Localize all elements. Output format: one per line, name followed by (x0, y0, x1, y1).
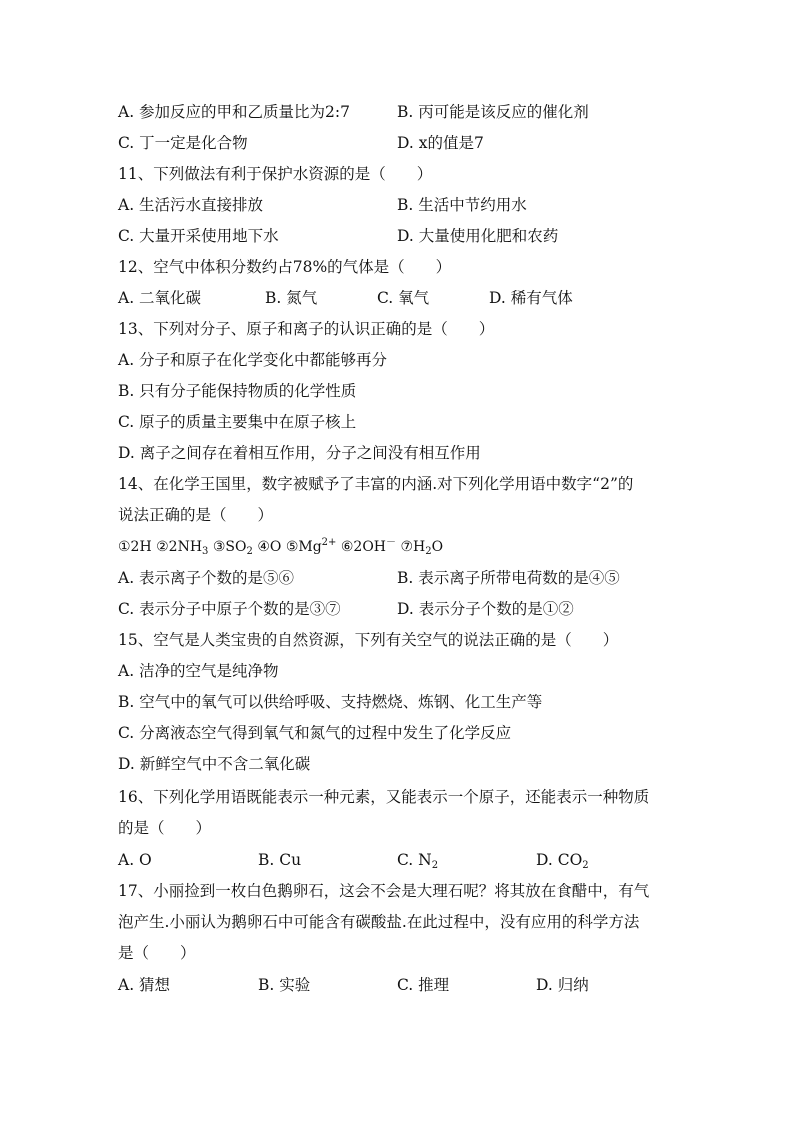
q14-formula-6: ⑥2OH－ (340, 537, 397, 555)
q16-stem-line1: 16、下列化学用语既能表示一种元素，又能表示一个原子，还能表示一种物质 (118, 788, 650, 806)
q10-option-a: A. 参加反应的甲和乙质量比为2:7 (118, 103, 350, 121)
q14-option-d: D. 表示分子个数的是①② (397, 600, 574, 618)
q14-option-c: C. 表示分子中原子个数的是③⑦ (118, 600, 341, 618)
q14-stem-line1: 14、在化学王国里，数字被赋予了丰富的内涵.对下列化学用语中数字“2”的 (118, 475, 634, 493)
q12-stem: 12、空气中体积分数约占78%的气体是（ ） (118, 258, 452, 276)
q11-option-c: C. 大量开采使用地下水 (118, 227, 279, 245)
q17-option-d: D. 归纳 (536, 976, 589, 994)
q14-formula-1: ①2H (118, 539, 152, 555)
q12-option-c: C. 氧气 (377, 289, 430, 307)
q14-option-b: B. 表示离子所带电荷数的是④⑤ (397, 569, 620, 587)
q14-formula-5: $⑤Mg^{2+}$ (285, 537, 337, 555)
q17-stem-line3: 是（ ） (118, 944, 196, 962)
q16-stem-line2: 的是（ ） (118, 819, 212, 837)
q16-option-d: D. $CO_2$ (536, 851, 589, 871)
q15-option-b: B. 空气中的氧气可以供给呼吸、支持燃烧、炼钢、化工生产等 (118, 693, 543, 711)
q11-option-d: D. 大量使用化肥和农药 (397, 227, 559, 245)
q11-option-b: B. 生活中节约用水 (397, 196, 527, 214)
q14-formula-list (118, 537, 443, 557)
q15-stem: 15、空气是人类宝贵的自然资源，下列有关空气的说法正确的是（ ） (118, 631, 619, 649)
q16-option-c: C. $N_2$ (397, 851, 439, 871)
q10-option-c: C. 丁一定是化合物 (118, 134, 248, 152)
q13-option-b: B. 只有分子能保持物质的化学性质 (118, 382, 357, 400)
q16-option-b: B. Cu (258, 851, 302, 869)
q14-stem-line2: 说法正确的是（ ） (118, 506, 274, 524)
q13-stem: 13、下列对分子、原子和离子的认识正确的是（ ） (118, 320, 495, 338)
q12-option-a: A. 二氧化碳 (118, 289, 202, 307)
q17-stem-line1: 17、小丽捡到一枚白色鹅卵石，这会不会是大理石呢？将其放在食醋中，有气 (118, 882, 650, 900)
q10-option-d: D. x的值是7 (397, 134, 484, 152)
q17-option-a: A. 猜想 (118, 976, 171, 994)
q10-option-b: B. 丙可能是该反应的催化剂 (397, 103, 589, 121)
q16-option-a: A. O (118, 851, 152, 869)
q14-option-a: A. 表示离子个数的是⑤⑥ (118, 569, 295, 587)
q17-stem-line2: 泡产生.小丽认为鹅卵石中可能含有碳酸盐.在此过程中，没有应用的科学方法 (118, 913, 640, 931)
q13-option-a: A. 分子和原子在化学变化中都能够再分 (118, 351, 388, 369)
q15-option-a: A. 洁净的空气是纯净物 (118, 662, 279, 680)
q11-stem: 11、下列做法有利于保护水资源的是（ ） (118, 165, 433, 183)
q14-formula-4: ④O (257, 539, 282, 555)
q15-option-d: D. 新鲜空气中不含二氧化碳 (118, 755, 311, 773)
q12-option-d: D. 稀有气体 (489, 289, 573, 307)
q13-option-d: D. 离子之间存在着相互作用，分子之间没有相互作用 (118, 444, 481, 462)
q11-option-a: A. 生活污水直接排放 (118, 196, 264, 214)
q14-formula-3: $③SO_2$ (212, 539, 253, 557)
q15-option-c: C. 分离液态空气得到氧气和氮气的过程中发生了化学反应 (118, 724, 512, 742)
q14-formula-7: $⑦H_2O$ (400, 539, 444, 557)
q17-option-b: B. 实验 (258, 976, 311, 994)
q17-option-c: C. 推理 (397, 976, 450, 994)
q12-option-b: B. 氮气 (265, 289, 318, 307)
q14-formula-2: $②2NH_3$ (156, 539, 209, 557)
q13-option-c: C. 原子的质量主要集中在原子核上 (118, 413, 357, 431)
